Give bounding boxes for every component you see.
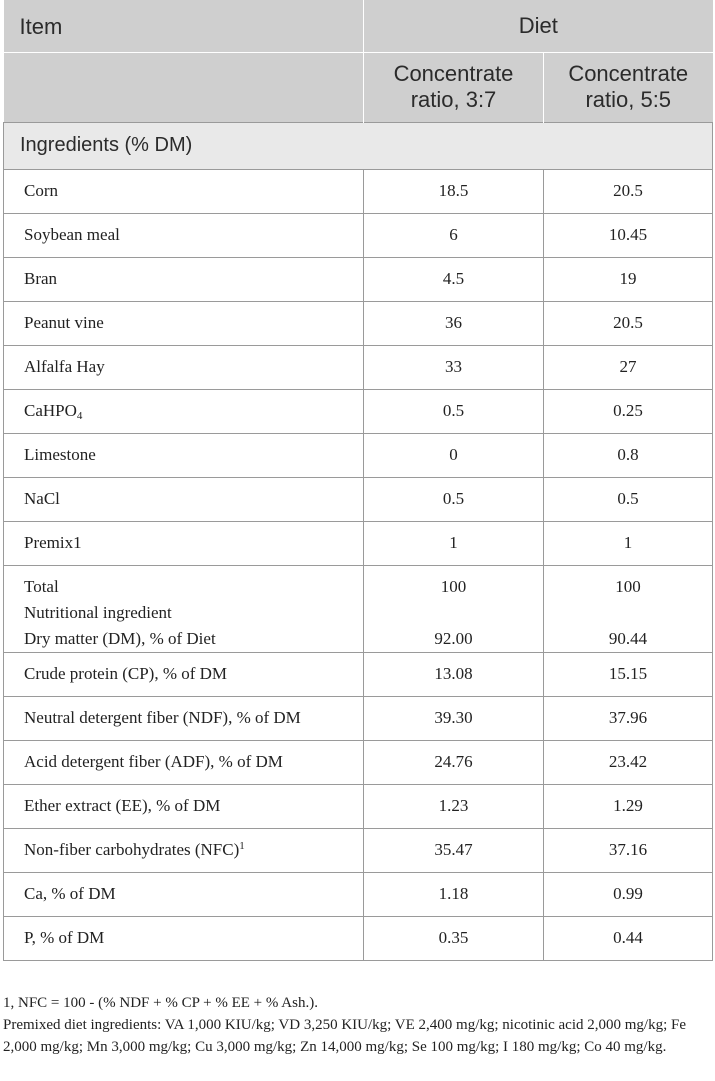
header-row-2 — [4, 52, 713, 122]
item-header: Item — [4, 0, 364, 52]
table-row — [4, 389, 713, 433]
row-label: Alfalfa Hay — [4, 345, 364, 389]
cell-ratio-3-7: 33 — [364, 345, 544, 389]
cell-ratio-3-7: 13.08 — [364, 652, 544, 696]
diet-table-container — [3, 0, 712, 961]
table-row — [4, 477, 713, 521]
footnotes — [3, 992, 712, 1058]
table-row — [4, 213, 713, 257]
table-row — [4, 301, 713, 345]
col-b-header-line1: Concentrate — [568, 61, 689, 86]
cell-ratio-5-5: 1.29 — [544, 784, 713, 828]
row-label: NaCl — [4, 477, 364, 521]
table-row — [4, 521, 713, 565]
total-value-a: 100 — [440, 576, 467, 596]
cell-ratio-3-7 — [364, 565, 544, 652]
item-header-blank — [4, 52, 364, 122]
cell-ratio-3-7: 1.23 — [364, 784, 544, 828]
table-row — [4, 696, 713, 740]
row-label: Ether extract (EE), % of DM — [4, 784, 364, 828]
header-row-1 — [4, 0, 713, 52]
footnote-premix: Premixed diet ingredients: VA 1,000 KIU/kg; VD 3,250 KIU/kg; VE 2,400 mg/kg; nicotinic acid 2,000 mg/kg; Fe 2,000 mg/kg; Mn 3,000 mg/kg; Cu 3,000 mg/kg; Zn 14,000 mg/kg; Se 100 mg/kg; I 180 mg/kg; Co 40 mg/kg. — [3, 1017, 687, 1055]
col-b-header-line2: ratio, 5:5 — [585, 87, 672, 112]
table-row-total — [4, 565, 713, 652]
diet-header: Diet — [364, 0, 713, 52]
cell-ratio-5-5: 0.44 — [544, 916, 713, 960]
row-label: Limestone — [4, 433, 364, 477]
row-label — [4, 389, 364, 433]
row-label-main: Non-fiber carbohydrates (NFC) — [24, 840, 240, 859]
section-row — [4, 122, 713, 169]
cell-ratio-5-5: 0.8 — [544, 433, 713, 477]
table-row — [4, 740, 713, 784]
cell-ratio-3-7: 6 — [364, 213, 544, 257]
diet-composition-table — [3, 0, 713, 961]
row-label: Bran — [4, 257, 364, 301]
cell-ratio-5-5: 20.5 — [544, 169, 713, 213]
cell-ratio-3-7: 39.30 — [364, 696, 544, 740]
col-a-header-line1: Concentrate — [393, 61, 514, 86]
cell-ratio-5-5: 27 — [544, 345, 713, 389]
cell-ratio-3-7: 0.5 — [364, 477, 544, 521]
cell-ratio-5-5: 10.45 — [544, 213, 713, 257]
total-value-b: 100 — [615, 576, 641, 596]
table-row — [4, 784, 713, 828]
cell-ratio-3-7: 18.5 — [364, 169, 544, 213]
cell-ratio-5-5: 37.16 — [544, 828, 713, 872]
cell-ratio-3-7: 35.47 — [364, 828, 544, 872]
cell-ratio-5-5: 23.42 — [544, 740, 713, 784]
table-row — [4, 345, 713, 389]
cell-ratio-5-5: 0.99 — [544, 872, 713, 916]
dry-matter-label: Dry matter (DM), % of Diet — [24, 628, 216, 648]
cell-ratio-5-5: 37.96 — [544, 696, 713, 740]
cell-ratio-5-5: 0.5 — [544, 477, 713, 521]
table-row — [4, 916, 713, 960]
total-label: Total — [24, 576, 59, 596]
cell-ratio-5-5: 15.15 — [544, 652, 713, 696]
cell-ratio-5-5: 20.5 — [544, 301, 713, 345]
cell-ratio-3-7: 4.5 — [364, 257, 544, 301]
cell-ratio-3-7: 0.35 — [364, 916, 544, 960]
row-label: Ca, % of DM — [4, 872, 364, 916]
row-label: Crude protein (CP), % of DM — [4, 652, 364, 696]
footnote-nfc: 1, NFC = 100 - (% NDF + % CP + % EE + % Ash.). — [3, 995, 318, 1011]
table-row — [4, 872, 713, 916]
row-label: Soybean meal — [4, 213, 364, 257]
col-a-header — [364, 52, 544, 122]
cell-ratio-3-7: 1.18 — [364, 872, 544, 916]
col-b-header — [544, 52, 713, 122]
table-row — [4, 169, 713, 213]
cell-ratio-3-7: 1 — [364, 521, 544, 565]
row-label-subscript: 4 — [76, 410, 83, 422]
cell-ratio-3-7: 0.5 — [364, 389, 544, 433]
cell-ratio-5-5: 0.25 — [544, 389, 713, 433]
cell-ratio-5-5: 19 — [544, 257, 713, 301]
row-label: Acid detergent fiber (ADF), % of DM — [4, 740, 364, 784]
cell-ratio-5-5: 1 — [544, 521, 713, 565]
row-label: Corn — [4, 169, 364, 213]
row-label — [4, 565, 364, 652]
row-label: Neutral detergent fiber (NDF), % of DM — [4, 696, 364, 740]
dry-matter-value-a: 92.00 — [434, 628, 473, 648]
table-row — [4, 828, 713, 872]
cell-ratio-3-7: 36 — [364, 301, 544, 345]
table-row — [4, 257, 713, 301]
row-label-superscript: 1 — [239, 840, 245, 852]
row-label — [4, 828, 364, 872]
row-label-main: CaHPO — [24, 401, 77, 420]
cell-ratio-3-7: 0 — [364, 433, 544, 477]
cell-ratio-5-5 — [544, 565, 713, 652]
dry-matter-value-b: 90.44 — [608, 628, 648, 648]
table-row — [4, 433, 713, 477]
row-label: Peanut vine — [4, 301, 364, 345]
table-row — [4, 652, 713, 696]
section-label: Ingredients (% DM) — [4, 122, 713, 169]
col-a-header-line2: ratio, 3:7 — [410, 87, 497, 112]
row-label: P, % of DM — [4, 916, 364, 960]
nutritional-ingredient-label: Nutritional ingredient — [24, 602, 172, 622]
row-label: Premix1 — [4, 521, 364, 565]
cell-ratio-3-7: 24.76 — [364, 740, 544, 784]
